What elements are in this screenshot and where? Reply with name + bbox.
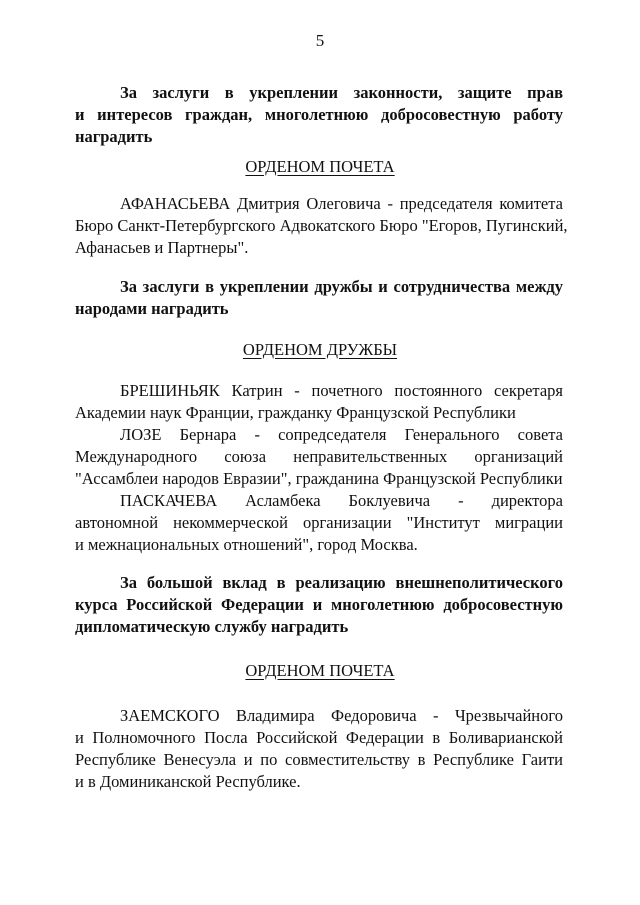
intro-line: дипломатическую службу наградить: [75, 617, 349, 636]
awardee-line: Бюро Санкт-Петербургского Адвокатского Бюро "Егоров, Пугинский,: [75, 216, 568, 235]
awardee-line: Афанасьев и Партнеры".: [75, 238, 249, 257]
intro-line: За заслуги в укреплении дружбы и сотрудничества между: [120, 277, 563, 296]
awardee-line: и межнациональных отношений", город Москва.: [75, 535, 418, 554]
awardee-line: Академии наук Франции, гражданку Французской Республики: [75, 403, 516, 422]
awardee-line: "Ассамблеи народов Евразии", гражданина Французской Республики: [75, 469, 563, 488]
intro-line: народами наградить: [75, 299, 229, 318]
section-3-awardee-1: [75, 705, 563, 793]
section-1-order-heading: [0, 156, 640, 178]
order-title: ОРДЕНОМ ПОЧЕТА: [245, 661, 395, 680]
awardee-line: и в Доминиканской Республике.: [75, 772, 301, 791]
intro-line: курса Российской Федерации и многолетнюю добросовестную: [75, 595, 563, 614]
intro-line: и интересов граждан, многолетнюю добросовестную работу: [75, 105, 563, 124]
order-title: ОРДЕНОМ ПОЧЕТА: [245, 157, 395, 176]
awardee-line: ЗАЕМСКОГО Владимира Федоровича - Чрезвычайного: [120, 706, 563, 725]
awardee-line: БРЕШИНЬЯК Катрин - почетного постоянного секретаря: [120, 381, 563, 400]
section-2-awardee-1: [75, 380, 563, 424]
section-2-order-heading: [0, 339, 640, 361]
section-3-intro: [75, 572, 563, 638]
intro-line: За большой вклад в реализацию внешнеполитического: [120, 573, 563, 592]
section-2-awardee-3: [75, 490, 563, 556]
section-1-awardee-1: [75, 193, 568, 259]
intro-line: За заслуги в укреплении законности, защите прав: [120, 83, 563, 102]
awardee-line: АФАНАСЬЕВА Дмитрия Олеговича - председателя комитета: [120, 194, 563, 213]
awardee-line: Международного союза неправительственных организаций: [75, 447, 563, 466]
awardee-line: ПАСКАЧЕВА Асламбека Боклуевича - директора: [120, 491, 563, 510]
awardee-line: и Полномочного Посла Российской Федерации в Боливарианской: [75, 728, 563, 747]
awardee-line: ЛОЗЕ Бернара - сопредседателя Генерального совета: [120, 425, 563, 444]
page-number: 5: [315, 31, 325, 50]
section-2-awardee-2: [75, 424, 563, 490]
awardee-line: Республике Венесуэла и по совместительству в Республике Гаити: [75, 750, 563, 769]
intro-line: наградить: [75, 127, 153, 146]
awardee-line: автономной некоммерческой организации "Институт миграции: [75, 513, 563, 532]
section-1-intro: [75, 82, 563, 148]
order-title: ОРДЕНОМ ДРУЖБЫ: [242, 340, 398, 359]
section-3-order-heading: [0, 660, 640, 682]
section-2-intro: [75, 276, 563, 320]
